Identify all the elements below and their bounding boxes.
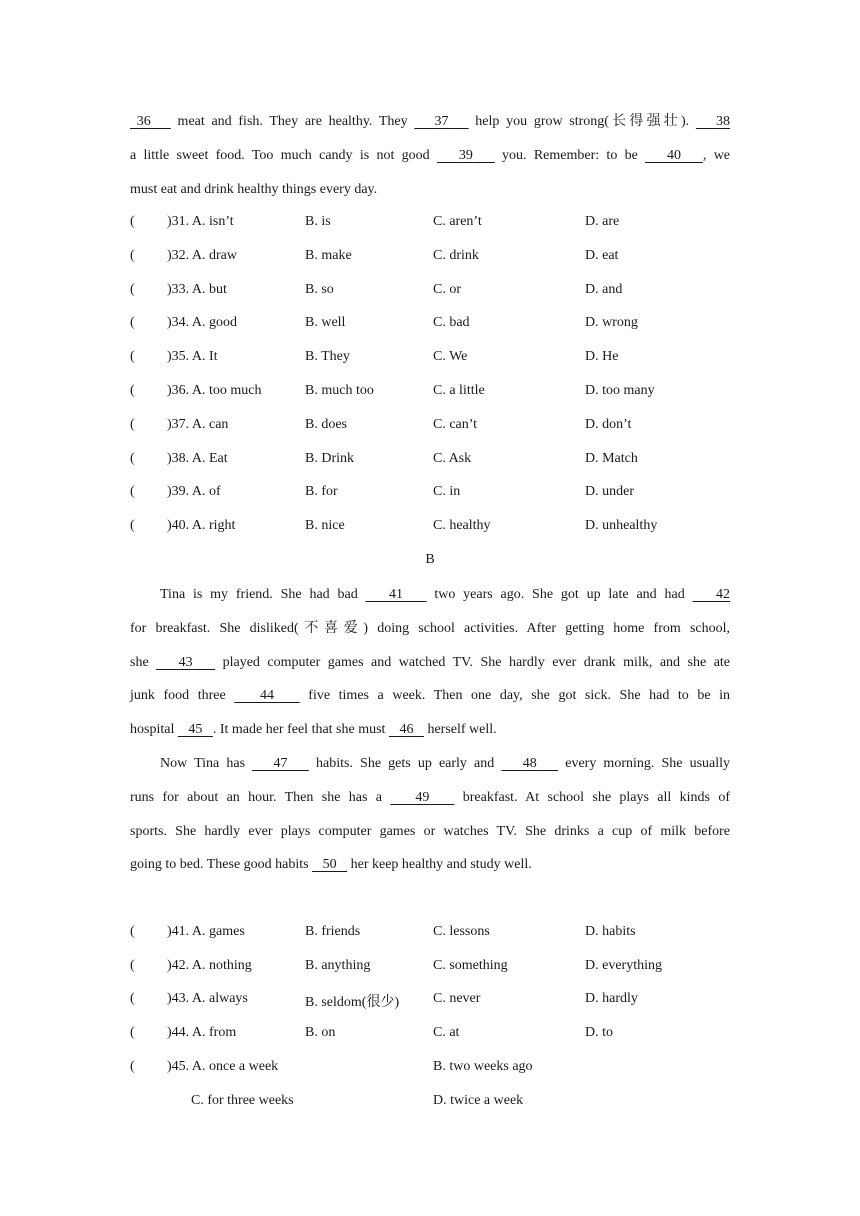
passage-b-line-8: sports. She hardly ever plays computer games or watches TV. She drinks a cup of milk before [130, 823, 730, 839]
passage-a-tail [130, 105, 730, 206]
option-d: D. habits [585, 924, 636, 939]
option-a: )36. A. too much [167, 383, 262, 398]
passage-a-line-2: a little sweet food. Too much candy is not good 39 you. Remember: to be 40 , we [130, 147, 731, 163]
question-38 [130, 451, 730, 471]
option-a: )42. A. nothing [167, 958, 252, 973]
answer-bracket[interactable]: ( [130, 1025, 135, 1040]
option-c: C. We [433, 349, 468, 364]
option-d: D. Match [585, 451, 638, 466]
passage-b-paragraph-2 [130, 747, 730, 882]
option-d: D. twice a week [433, 1093, 524, 1108]
option-a: )31. A. isn’t [167, 214, 234, 229]
option-c: C. in [433, 484, 461, 499]
option-c: C. healthy [433, 518, 491, 533]
question-37 [130, 417, 730, 437]
blank-49: 49 [415, 789, 430, 805]
answer-bracket[interactable]: ( [130, 248, 135, 263]
question-32 [130, 248, 730, 268]
option-a: )34. A. good [167, 315, 237, 330]
answer-bracket[interactable]: ( [130, 991, 135, 1006]
option-b: B. anything [305, 958, 371, 973]
blank-41: 41 [389, 587, 404, 602]
option-c: C. bad [433, 315, 470, 330]
option-d: D. eat [585, 248, 619, 263]
option-c: C. at [433, 1025, 460, 1040]
option-c: C. drink [433, 248, 479, 263]
option-b: B. They [305, 349, 350, 364]
blank-45: 45 [188, 722, 203, 738]
answer-bracket[interactable]: ( [130, 383, 135, 398]
option-a: )41. A. games [167, 924, 245, 939]
answer-bracket[interactable]: ( [130, 518, 135, 533]
option-c: C. can’t [433, 417, 478, 432]
option-a: )40. A. right [167, 518, 236, 533]
option-c: C. for three weeks [191, 1093, 294, 1108]
option-b: B. is [305, 214, 331, 229]
option-d: D. too many [585, 383, 655, 398]
option-b: B. much too [305, 383, 374, 398]
passage-a-line-1: 36 meat and fish. They are healthy. They 37 help you grow strong(长得强壮). 38 [130, 105, 730, 139]
blank-50: 50 [322, 857, 337, 873]
blank-36: 36 [136, 114, 151, 129]
blank-44: 44 [260, 688, 274, 704]
blank-42: 42 [716, 587, 731, 602]
option-b: B. for [305, 484, 338, 499]
option-b: B. nice [305, 518, 345, 533]
option-b: B. so [305, 282, 334, 297]
answer-bracket[interactable]: ( [130, 484, 135, 499]
passage-b-line-2: for breakfast. She disliked(不喜爱) doing school activities. After getting home from school, [130, 620, 730, 636]
blank-38: 38 [716, 114, 731, 129]
question-42 [130, 958, 730, 978]
blank-37: 37 [434, 114, 449, 129]
option-b: B. on [305, 1025, 336, 1040]
option-b: B. Drink [305, 451, 354, 466]
option-a: )38. A. Eat [167, 451, 228, 466]
option-d: D. wrong [585, 315, 638, 330]
option-a: )32. A. draw [167, 248, 237, 263]
option-c: C. or [433, 282, 461, 297]
option-b: B. two weeks ago [433, 1059, 533, 1074]
option-b: B. seldom(很少) [305, 995, 400, 1010]
option-a: )44. A. from [167, 1025, 237, 1040]
section-heading: B [425, 552, 435, 567]
blank-48: 48 [522, 756, 537, 771]
option-b: B. make [305, 248, 352, 263]
question-36 [130, 383, 730, 403]
question-31 [130, 214, 730, 234]
question-40 [130, 518, 730, 538]
question-43 [130, 991, 730, 1011]
answer-bracket[interactable]: ( [130, 214, 135, 229]
option-a: )45. A. once a week [167, 1059, 279, 1074]
option-c: C. something [433, 958, 508, 973]
option-a: )39. A. of [167, 484, 221, 499]
option-c: C. aren’t [433, 214, 482, 229]
blank-43: 43 [178, 654, 193, 670]
option-d: D. and [585, 282, 623, 297]
question-44 [130, 1025, 730, 1045]
answer-bracket[interactable]: ( [130, 451, 135, 466]
option-a: )35. A. It [167, 349, 218, 364]
option-c: C. a little [433, 383, 485, 398]
option-d: D. don’t [585, 417, 632, 432]
answer-bracket[interactable]: ( [130, 282, 135, 297]
answer-bracket[interactable]: ( [130, 315, 135, 330]
option-d: D. He [585, 349, 619, 364]
option-a: )37. A. can [167, 417, 229, 432]
option-c: C. never [433, 991, 481, 1006]
question-39 [130, 484, 730, 504]
option-b: B. does [305, 417, 347, 432]
question-34 [130, 315, 730, 335]
answer-bracket[interactable]: ( [130, 1059, 135, 1074]
passage-b-paragraph-1 [130, 578, 730, 747]
passage-b-line-3: she 43 played computer games and watched TV. She hardly ever drank milk, and she ate [130, 654, 731, 670]
blank-39: 39 [458, 147, 473, 163]
option-d: D. are [585, 214, 620, 229]
question-41 [130, 924, 730, 944]
blank-47: 47 [273, 756, 288, 771]
passage-b-line-5: hospital 45 . It made her feel that she must 46 herself well. [130, 722, 497, 738]
question-45 [130, 1059, 730, 1113]
passage-a-line-3: must eat and drink healthy things every day. [130, 181, 378, 197]
answer-bracket[interactable]: ( [130, 924, 135, 939]
passage-b-line-7: runs for about an hour. Then she has a 49 breakfast. At school she plays all kinds of [130, 789, 730, 805]
option-c: C. Ask [433, 451, 472, 466]
option-a: )33. A. but [167, 282, 227, 297]
passage-b-line-6: Now Tina has 47 habits. She gets up early and 48 every morning. She usually [160, 756, 731, 771]
passage-b-line-4: junk food three 44 five times a week. Then one day, she got sick. She had to be in [130, 688, 731, 704]
answer-bracket[interactable]: ( [130, 349, 135, 364]
option-d: D. to [585, 1025, 613, 1040]
option-d: D. hardly [585, 991, 638, 1006]
question-35 [130, 349, 730, 369]
option-d: D. under [585, 484, 634, 499]
option-d: D. unhealthy [585, 518, 658, 533]
blank-46: 46 [399, 722, 414, 738]
question-33 [130, 282, 730, 302]
option-c: C. lessons [433, 924, 490, 939]
blank-40: 40 [667, 147, 682, 163]
passage-b-line-9: going to bed. These good habits 50 her keep healthy and study well. [130, 857, 532, 873]
option-a: )43. A. always [167, 991, 248, 1006]
passage-b-line-1: Tina is my friend. She had bad 41 two years ago. She got up late and had 42 [160, 587, 731, 602]
answer-bracket[interactable]: ( [130, 417, 135, 432]
option-b: B. friends [305, 924, 361, 939]
option-d: D. everything [585, 958, 662, 973]
answer-bracket[interactable]: ( [130, 958, 135, 973]
option-b: B. well [305, 315, 346, 330]
